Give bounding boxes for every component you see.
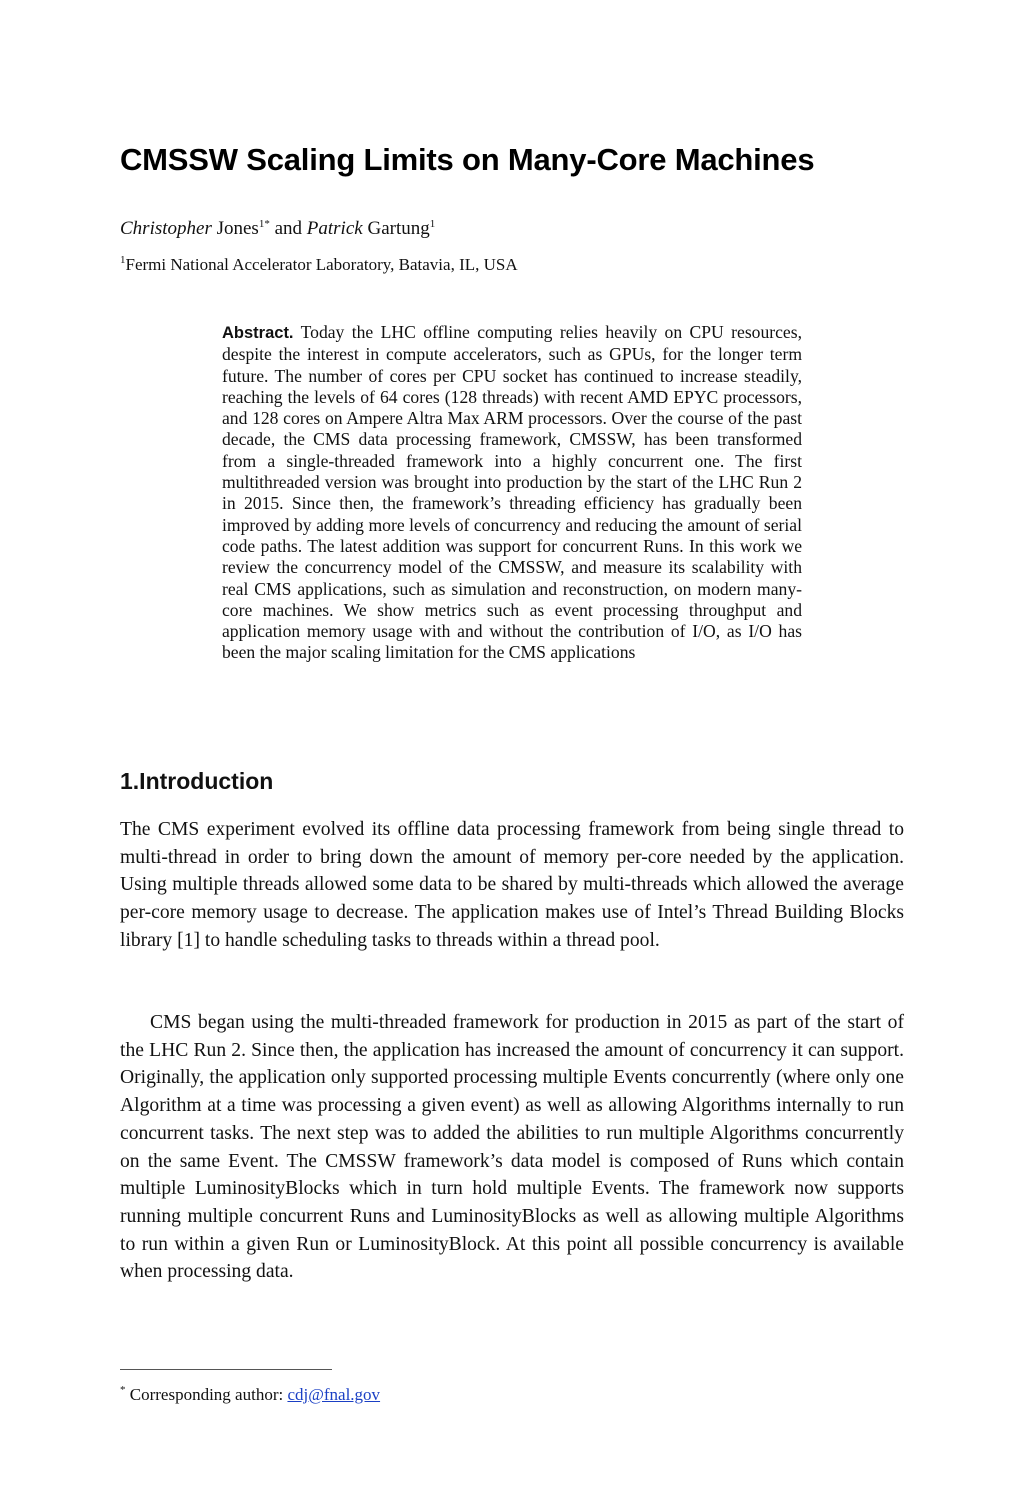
affiliation-text: Fermi National Accelerator Laboratory, Batavia, IL, USA <box>125 255 518 274</box>
author-name <box>120 218 270 239</box>
author-list <box>120 215 435 243</box>
paper-title: CMSSW Scaling Limits on Many-Core Machines <box>120 142 815 177</box>
body-paragraph: The CMS experiment evolved its offline data processing framework from being single thread to multi-thread in order to bring down the amount of memory per-core needed by the application. Using multiple threads allowed some data to be shared by multi-threads which allowed the average per-core memory usage to decrease. The application makes use of Intel’s Thread Building Blocks library [1] to handle scheduling tasks to threads within a thread pool. <box>120 819 904 951</box>
abstract-text: Today the LHC offline computing relies heavily on CPU resources, despite the interest in compute accelerators, such as GPUs, for the longer term future. The number of cores per CPU socket has continued to increase steadily, reaching the levels of 64 cores (128 threads) with recent AMD EPYC processors, and 128 cores on Ampere Altra Max ARM processors. Over the course of the past decade, the CMS data processing framework, CMSSW, has been transformed from a single-threaded framework into a highly concurrent one. The first multithreaded version was brought into production by the start of the LHC Run 2 in 2015. Since then, the framework’s threading efficiency has gradually been improved by adding more levels of concurrency and reducing the amount of serial code paths. The latest addition was support for concurrent Runs. In this work we review the concurrency model of the CMSSW, and measure its scalability with real CMS applications, such as simulation and reconstruction, on modern many-core machines. We show metrics such as event processing throughput and application memory usage with and without the contribution of I/O, as I/O has been the major scaling limitation for the CMS applications <box>222 322 802 663</box>
author-name <box>307 218 435 239</box>
footnote-label: Corresponding author: <box>129 1385 284 1404</box>
abstract-label: Abstract. <box>222 324 294 342</box>
abstract <box>222 322 802 664</box>
author-affiliation-mark: 1* <box>258 218 270 230</box>
body-paragraph: CMS began using the multi-threaded framework for production in 2015 as part of the start of the LHC Run 2. Since then, the application has increased the amount of concurrency it can support. Originally, the application only supported processing multiple Events concurrently (where only one Algorithm at a time was processing a given event) as well as allowing Algorithms internally to run concurrent tasks. The next step was to added the abilities to run multiple Algorithms concurrently on the same Event. The CMSSW framework’s data model is composed of Runs which contain multiple LuminosityBlocks which in turn hold multiple Events. The framework now supports running multiple concurrent Runs and LuminosityBlocks as well as allowing multiple Algorithms to run within a given Run or LuminosityBlock. At this point all possible concurrency is available when processing data. <box>120 1012 904 1283</box>
footnote-divider <box>120 1369 332 1370</box>
author-email-link[interactable]: cdj@fnal.gov <box>287 1385 381 1404</box>
author-affiliation-mark: 1 <box>429 218 436 230</box>
author-first-name: Christopher <box>120 218 212 239</box>
author-first-name: Patrick <box>306 218 363 239</box>
footnote-mark: * <box>120 1384 126 1396</box>
author-conjunction: and <box>274 218 303 239</box>
section-heading-introduction: 1.Introduction <box>120 768 274 794</box>
affiliation-mark: 1 <box>120 254 126 266</box>
author-last-name: Jones <box>216 218 259 239</box>
footnote <box>120 1383 380 1407</box>
author-last-name: Gartung <box>367 218 430 239</box>
affiliation <box>120 252 518 278</box>
